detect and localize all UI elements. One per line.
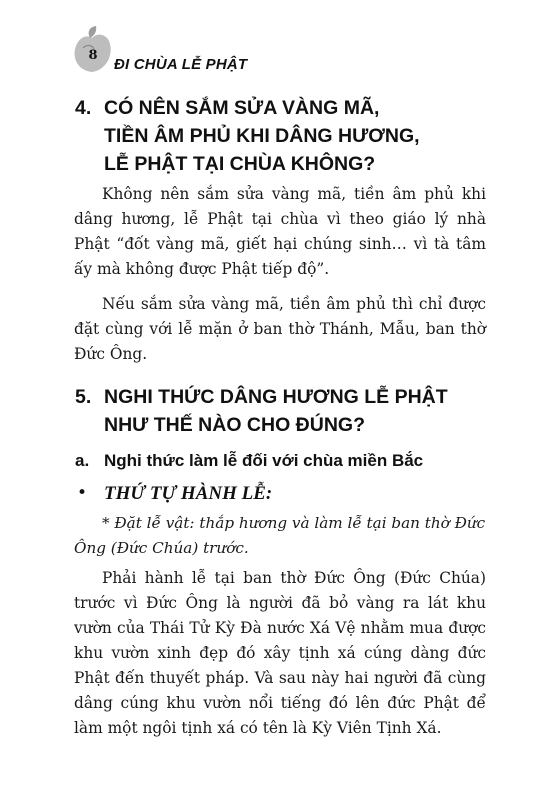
heading-line: CÓ NÊN SẮM SỬA VÀNG MÃ, [104, 97, 380, 119]
subsection-label: a. [75, 451, 90, 470]
running-title: ĐI CHÙA LỄ PHẬT [114, 56, 248, 73]
heading-line: NHƯ THẾ NÀO CHO ĐÚNG? [104, 414, 366, 436]
section-number: 4. [75, 97, 92, 119]
paragraph: Nếu sắm sửa vàng mã, tiền âm phủ thì chỉ được đặt cùng với lễ mặn ở ban thờ Thánh, Mẫu, ban thờ Đức Ông. [74, 295, 486, 363]
page-header [70, 26, 490, 76]
note-paragraph [74, 511, 486, 561]
bullet-title: THỨ TỰ HÀNH LỄ: [104, 483, 273, 504]
heading-line: LỄ PHẬT TẠI CHÙA KHÔNG? [104, 153, 376, 175]
section-5-body [74, 566, 486, 741]
paragraph: Không nên sắm sửa vàng mã, tiền âm phủ khi dâng hương, lễ Phật tại chùa vì theo giáo lý nhà Phật “đốt vàng mã, giết hại chúng sinh… vì tà tâm ấy mà không được Phật tiếp độ”. [74, 185, 486, 278]
paragraph: Phải hành lễ tại ban thờ Đức Ông (Đức Chúa) trước vì Đức Ông là người đã bỏ vàng ra lát khu vườn của Thái Tử Kỳ Đà nước Xá Vệ nhằm mua được khu vườn xinh đẹp đó xây tịnh xá cúng dàng đức Phật đến thuyết pháp. Và sau này hai người đã cùng dâng cúng khu vườn nổi tiếng đó lên đức Phật để làm một ngôi tịnh xá có tên là Kỳ Viên Tịnh Xá. [74, 569, 486, 737]
bullet-icon: • [77, 483, 88, 503]
note-text: * Đặt lễ vật: thắp hương và làm lễ tại ban thờ Đức Ông (Đức Chúa) trước. [74, 514, 486, 557]
heading-line: TIỀN ÂM PHỦ KHI DÂNG HƯƠNG, [104, 125, 420, 147]
page-number: 8 [88, 48, 98, 63]
section-4-body [74, 182, 486, 367]
heading-line: NGHI THỨC DÂNG HƯƠNG LỄ PHẬT [104, 386, 448, 408]
section-number: 5. [75, 386, 92, 408]
subsection-title: Nghi thức làm lễ đối với chùa miền Bắc [104, 451, 424, 470]
